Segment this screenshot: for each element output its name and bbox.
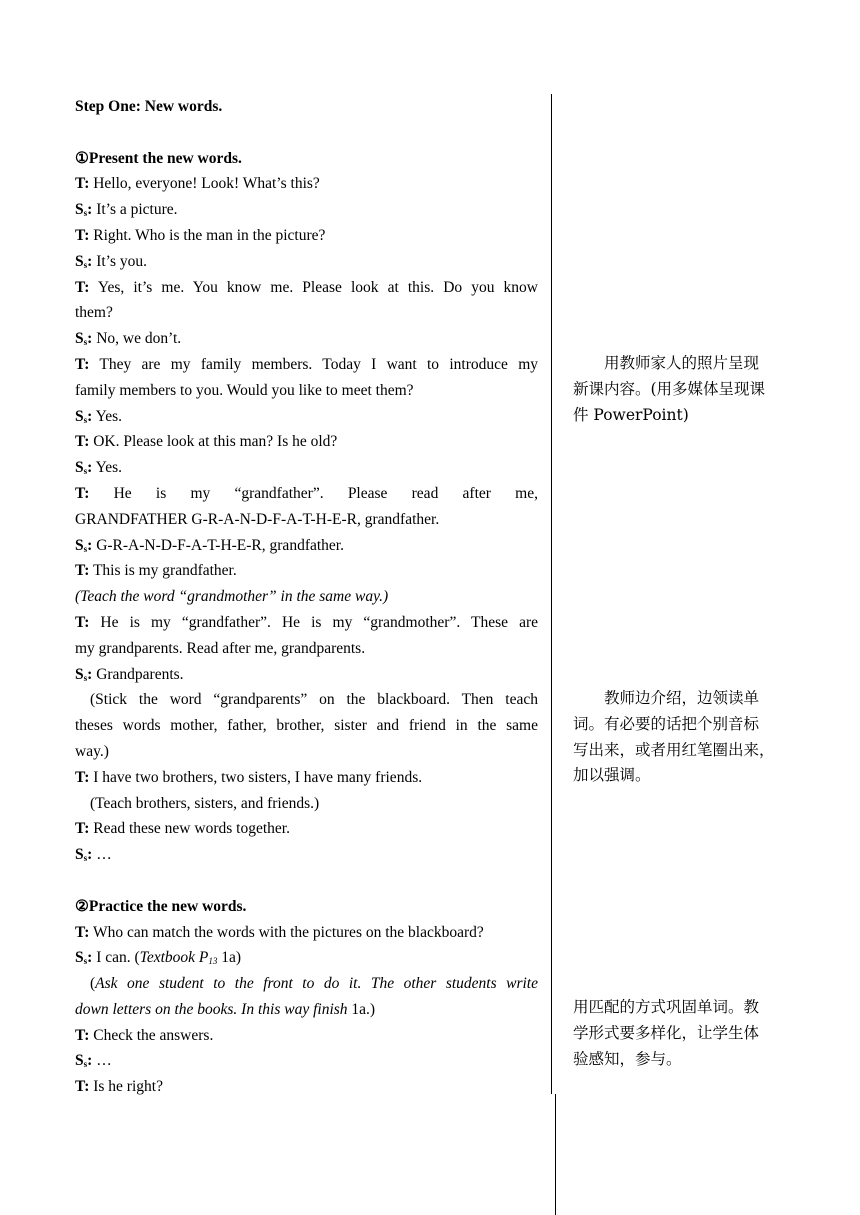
stage-direction: (Stick the word “grandparents” on the blackboard. Then teach — [90, 691, 538, 709]
section-title-present: ①Present the new words. — [75, 149, 242, 167]
stage-direction: way.) — [75, 742, 109, 760]
teaching-note-2: 教师边介绍，边领读单 词。有必要的话把个别音标 写出来，或者用红笔圈出来， 加以强调。 — [573, 689, 775, 785]
teaching-note-1: 用教师家人的照片呈现 新课内容。(用多媒体呈现课 件 PowerPoint) — [573, 354, 766, 424]
lesson-script — [75, 94, 538, 1100]
stage-direction: down letters on the books. In this way finish 1a.) — [75, 1000, 376, 1018]
column-divider — [555, 1094, 556, 1215]
stage-direction: (Ask one student to the front to do it. The other students write — [90, 975, 538, 993]
dialog-line: T: Read these new words together. — [75, 820, 290, 838]
dialog-line: my grandparents. Read after me, grandparents. — [75, 639, 366, 657]
dialog-line: T: He is my “grandfather”. He is my “grandmother”. These are — [75, 613, 538, 631]
dialog-line: $S_s$: … — [75, 1052, 112, 1070]
dialog-line: T: Who can match the words with the pictures on the blackboard? — [75, 923, 484, 941]
dialog-line: T: Check the answers. — [75, 1026, 214, 1044]
dialog-line: T: I have two brothers, two sisters, I have many friends. — [75, 768, 423, 786]
dialog-line: $S_s$: No, we don’t. — [75, 330, 182, 348]
section-title-practice: ②Practice the new words. — [75, 897, 247, 915]
dialog-line: $S_s$: Grandparents. — [75, 665, 184, 683]
stage-direction: (Teach brothers, sisters, and friends.) — [90, 794, 320, 812]
dialog-line: T: Hello, everyone! Look! What’s this? — [75, 175, 320, 193]
dialog-line: $S_s$: It’s you. — [75, 252, 147, 270]
dialog-line: T: OK. Please look at this man? Is he old? — [75, 433, 338, 451]
dialog-line: $S_s$: I can. (Textbook $P_{13}$ 1a) — [75, 949, 242, 967]
teaching-note-3: 用匹配的方式巩固单词。教 学形式要多样化，让学生体 验感知，参与。 — [573, 998, 760, 1068]
dialog-line: T: Is he right? — [75, 1078, 163, 1096]
dialog-line: T: Yes, it’s me. You know me. Please look at this. Do you know — [75, 278, 538, 296]
dialog-line: $S_s$: G-R-A-N-D-F-A-T-H-E-R, grandfather. — [75, 536, 344, 554]
dialog-line: GRANDFATHER G-R-A-N-D-F-A-T-H-E-R, grandfather. — [75, 510, 440, 528]
column-divider — [551, 94, 552, 1094]
dialog-line: T: He is my “grandfather”. Please read after me, — [75, 484, 538, 502]
dialog-line: family members to you. Would you like to meet them? — [75, 381, 414, 399]
dialog-line: $S_s$: Yes. — [75, 407, 123, 425]
dialog-line: $S_s$: … — [75, 846, 112, 864]
stage-direction: theses words mother, father, brother, sister and friend in the same — [75, 717, 538, 735]
step-title: Step One: New words. — [75, 98, 223, 115]
dialog-line: $S_s$: Yes. — [75, 459, 123, 477]
dialog-line: T: Right. Who is the man in the picture? — [75, 226, 326, 244]
dialog-line: T: They are my family members. Today I want to introduce my — [75, 355, 538, 373]
stage-direction: (Teach the word “grandmother” in the same way.) — [75, 588, 389, 606]
dialog-line: $S_s$: It’s a picture. — [75, 201, 178, 219]
dialog-line: T: This is my grandfather. — [75, 562, 237, 580]
dialog-line: them? — [75, 304, 113, 322]
